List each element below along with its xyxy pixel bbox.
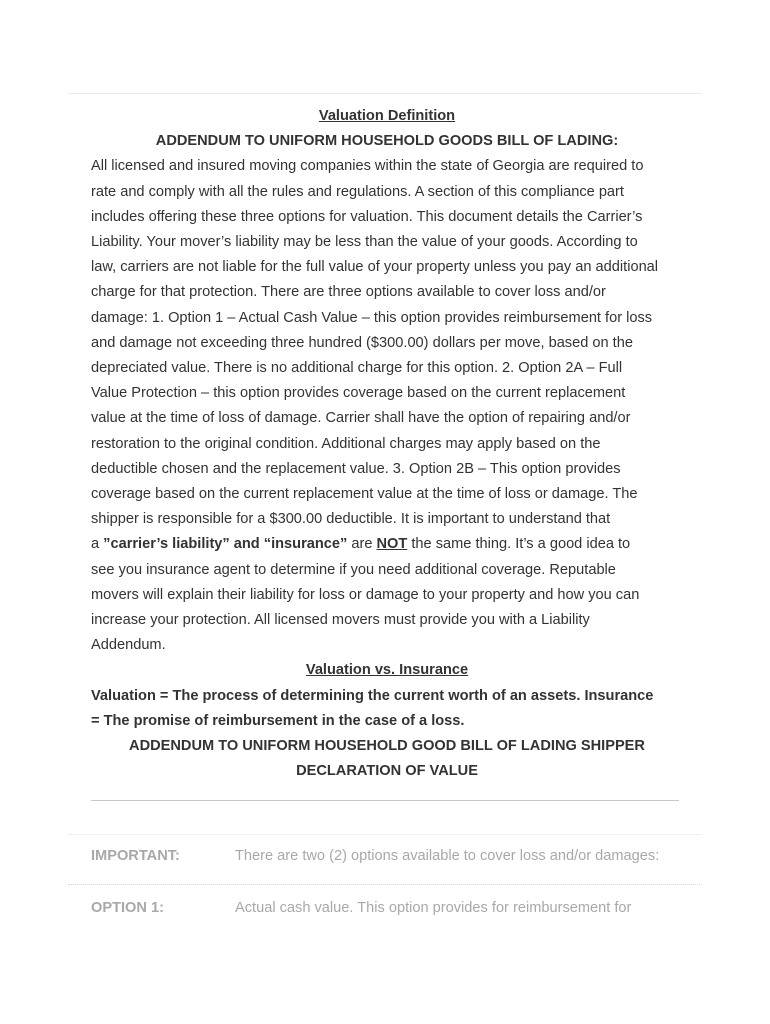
valuation-definition-line: = The promise of reimbursement in the case of a loss. — [91, 712, 465, 729]
body-line: charge for that protection. There are three options available to cover loss and/or — [91, 284, 606, 301]
body-line: restoration to the original condition. Additional charges may apply based on the — [91, 435, 601, 452]
form-row-text: There are two (2) options available to cover loss and/or damages: — [235, 848, 660, 864]
form-row-divider — [68, 884, 702, 885]
body-line: rate and comply with all the rules and regulations. A section of this compliance part — [91, 183, 624, 200]
body-line: coverage based on the current replacement value at the time of loss or damage. The — [91, 486, 638, 503]
form-top-divider — [68, 834, 702, 835]
shipper-heading-line: DECLARATION OF VALUE — [296, 763, 478, 780]
body-line: depreciated value. There is no additional charge for this option. 2. Option 2A – Full — [91, 360, 623, 377]
body-line: movers will explain their liability for loss or damage to your property and how you can — [91, 586, 640, 603]
body-line: see you insurance agent to determine if you need additional coverage. Reputable — [91, 561, 616, 578]
shipper-heading-line: ADDENDUM TO UNIFORM HOUSEHOLD GOOD BILL OF LADING SHIPPER — [129, 738, 645, 755]
body-line: Value Protection – this option provides coverage based on the current replacement — [91, 385, 626, 402]
body-line: value at the time of loss of damage. Carrier shall have the option of repairing and/or — [91, 410, 631, 427]
body-line: law, carriers are not liable for the full value of your property unless you pay an additional — [91, 259, 659, 276]
body-line: and damage not exceeding three hundred ($300.00) dollars per move, based on the — [91, 334, 633, 351]
form-row-text: Actual cash value. This option provides for reimbursement for — [235, 900, 632, 916]
mixed-suffix: the same thing. It’s a good idea to — [407, 536, 631, 553]
body-line: Liability. Your mover’s liability may be less than the value of your goods. According to — [91, 234, 638, 251]
body-line: deductible chosen and the replacement value. 3. Option 2B – This option provides — [91, 460, 621, 477]
body-line: increase your protection. All licensed movers must provide you with a Liability — [91, 612, 590, 629]
body-line: includes offering these three options for valuation. This document details the Carrier’s — [91, 208, 643, 225]
body-line-mixed — [91, 532, 683, 557]
section-divider — [91, 800, 679, 801]
valuation-definition-line: Valuation = The process of determining the current worth of an assets. Insurance — [91, 687, 654, 704]
body-line: damage: 1. Option 1 – Actual Cash Value – this option provides reimbursement for loss — [91, 309, 653, 326]
liability-insurance-phrase: ”carrier’s liability” and “insurance” — [103, 536, 348, 553]
document-content — [91, 104, 683, 784]
mixed-middle: are — [347, 536, 377, 553]
form-row-label: OPTION 1: — [91, 900, 164, 916]
body-line: shipper is responsible for a $300.00 deductible. It is important to understand that — [91, 511, 611, 528]
form-row-label: IMPORTANT: — [91, 848, 180, 864]
mixed-prefix: a — [91, 536, 104, 553]
body-line: All licensed and insured moving companies within the state of Georgia are required to — [91, 158, 644, 175]
document-title: Valuation Definition — [318, 108, 456, 124]
section-subtitle: Valuation vs. Insurance — [305, 662, 469, 679]
top-divider — [68, 93, 702, 94]
body-line: Addendum. — [91, 637, 166, 654]
addendum-heading: ADDENDUM TO UNIFORM HOUSEHOLD GOODS BILL OF LADING: — [155, 133, 619, 150]
not-emphasis: NOT — [376, 536, 408, 553]
